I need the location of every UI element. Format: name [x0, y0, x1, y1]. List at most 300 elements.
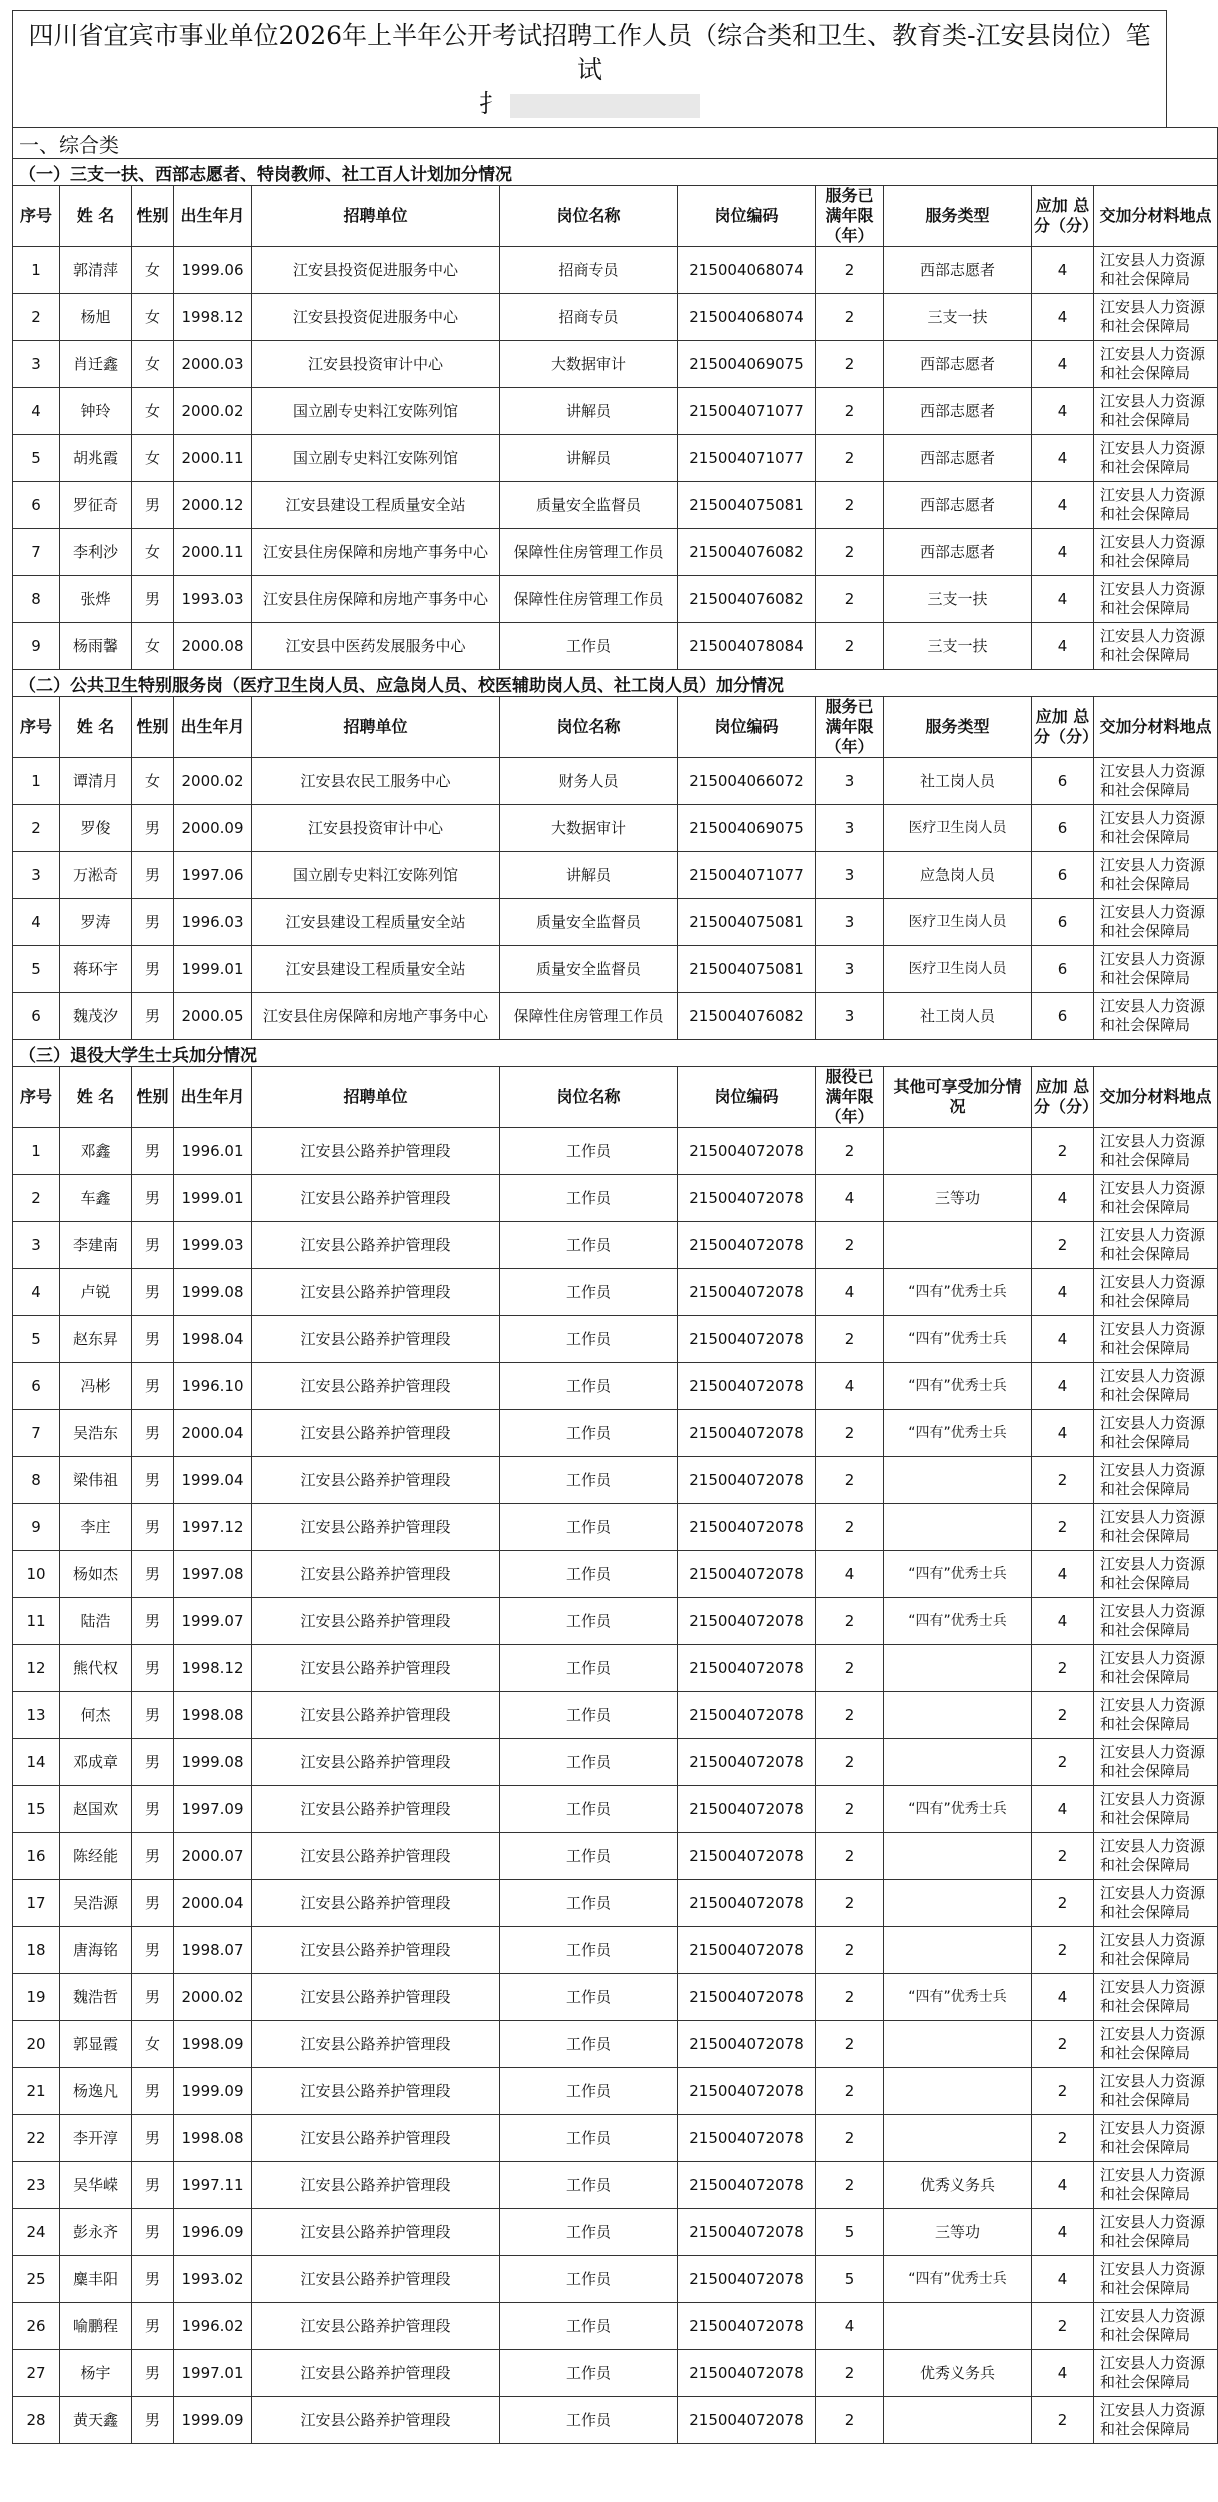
col-birth: 1999.08 — [174, 1269, 252, 1316]
col-gender: 男 — [132, 1175, 174, 1222]
table-row — [13, 946, 1218, 993]
col-material-place: 江安县人力资源和社会保障局 — [1094, 1551, 1218, 1598]
col-position-code: 215004072078 — [678, 2209, 816, 2256]
col-index: 9 — [13, 1504, 60, 1551]
col-position: 招商专员 — [500, 294, 678, 341]
col-points: 2 — [1032, 2303, 1094, 2350]
col-material-place: 江安县人力资源和社会保障局 — [1094, 899, 1218, 946]
col-years: 2 — [816, 576, 884, 623]
col-material-place: 江安县人力资源和社会保障局 — [1094, 1457, 1218, 1504]
col-gender: 男 — [132, 1222, 174, 1269]
col-service-type: 三等功 — [884, 2209, 1032, 2256]
col-position-code: 215004066072 — [678, 758, 816, 805]
col-name: 胡兆霞 — [60, 435, 132, 482]
col-position: 工作员 — [500, 1410, 678, 1457]
col-position-code: 215004072078 — [678, 1128, 816, 1175]
col-birth: 1993.03 — [174, 576, 252, 623]
col-points: 2 — [1032, 2115, 1094, 2162]
table-row — [13, 2021, 1218, 2068]
col-employer: 江安县公路养护管理段 — [252, 1927, 500, 1974]
col-points: 4 — [1032, 435, 1094, 482]
col-years: 2 — [816, 529, 884, 576]
header-col-position-code: 岗位编码 — [678, 186, 816, 247]
col-points: 6 — [1032, 852, 1094, 899]
col-position: 保障性住房管理工作员 — [500, 576, 678, 623]
col-index: 20 — [13, 2021, 60, 2068]
col-name: 魏茂汐 — [60, 993, 132, 1040]
col-name: 李庄 — [60, 1504, 132, 1551]
col-gender: 女 — [132, 529, 174, 576]
table-row — [13, 435, 1218, 482]
col-position: 质量安全监督员 — [500, 899, 678, 946]
section-title: （三）退役大学生士兵加分情况 — [13, 1040, 1218, 1067]
col-position: 工作员 — [500, 1739, 678, 1786]
table-row — [13, 1128, 1218, 1175]
col-index: 3 — [13, 1222, 60, 1269]
table-row — [13, 1222, 1218, 1269]
col-position-code: 215004072078 — [678, 1880, 816, 1927]
col-material-place: 江安县人力资源和社会保障局 — [1094, 2115, 1218, 2162]
col-points: 6 — [1032, 758, 1094, 805]
col-gender: 男 — [132, 2303, 174, 2350]
header-col-name: 姓 名 — [60, 1067, 132, 1128]
col-years: 2 — [816, 2068, 884, 2115]
col-position-code: 215004076082 — [678, 993, 816, 1040]
col-gender: 男 — [132, 2162, 174, 2209]
col-years: 3 — [816, 852, 884, 899]
col-employer: 江安县公路养护管理段 — [252, 2303, 500, 2350]
col-position: 质量安全监督员 — [500, 946, 678, 993]
col-position: 大数据审计 — [500, 341, 678, 388]
col-gender: 男 — [132, 1786, 174, 1833]
col-position: 讲解员 — [500, 435, 678, 482]
col-gender: 男 — [132, 2115, 174, 2162]
col-position-code: 215004072078 — [678, 1175, 816, 1222]
col-gender: 男 — [132, 2209, 174, 2256]
table-header-row — [13, 1067, 1218, 1128]
col-years: 2 — [816, 1927, 884, 1974]
col-service-type — [884, 1880, 1032, 1927]
col-points: 4 — [1032, 482, 1094, 529]
col-gender: 女 — [132, 388, 174, 435]
header-col-material-place: 交加分材料地点 — [1094, 1067, 1218, 1128]
col-service-type: 三支一扶 — [884, 576, 1032, 623]
col-points: 4 — [1032, 247, 1094, 294]
col-years: 3 — [816, 899, 884, 946]
col-position-code: 215004071077 — [678, 435, 816, 482]
col-index: 1 — [13, 1128, 60, 1175]
col-material-place: 江安县人力资源和社会保障局 — [1094, 1927, 1218, 1974]
col-gender: 男 — [132, 852, 174, 899]
col-position: 财务人员 — [500, 758, 678, 805]
col-birth: 1999.01 — [174, 1175, 252, 1222]
col-position: 工作员 — [500, 1880, 678, 1927]
col-name: 魏浩哲 — [60, 1974, 132, 2021]
col-service-type — [884, 1457, 1032, 1504]
col-index: 17 — [13, 1880, 60, 1927]
col-index: 21 — [13, 2068, 60, 2115]
col-position: 工作员 — [500, 1128, 678, 1175]
col-service-type — [884, 2068, 1032, 2115]
col-index: 6 — [13, 1363, 60, 1410]
col-years: 3 — [816, 946, 884, 993]
col-service-type: 西部志愿者 — [884, 247, 1032, 294]
col-gender: 男 — [132, 2068, 174, 2115]
col-employer: 江安县公路养护管理段 — [252, 2068, 500, 2115]
category-heading: 一、综合类 — [13, 128, 1218, 159]
redaction-mask — [510, 94, 700, 118]
col-position: 工作员 — [500, 2256, 678, 2303]
col-employer: 江安县公路养护管理段 — [252, 1974, 500, 2021]
col-position-code: 215004072078 — [678, 1410, 816, 1457]
col-years: 2 — [816, 1739, 884, 1786]
col-points: 2 — [1032, 1128, 1094, 1175]
col-gender: 女 — [132, 2021, 174, 2068]
table-row — [13, 1739, 1218, 1786]
col-name: 李利沙 — [60, 529, 132, 576]
col-points: 4 — [1032, 1551, 1094, 1598]
col-birth: 1997.12 — [174, 1504, 252, 1551]
col-years: 3 — [816, 805, 884, 852]
col-years: 2 — [816, 1457, 884, 1504]
col-points: 2 — [1032, 2397, 1094, 2444]
col-points: 6 — [1032, 993, 1094, 1040]
col-birth: 1998.09 — [174, 2021, 252, 2068]
col-service-type: 医疗卫生岗人员 — [884, 805, 1032, 852]
col-position-code: 215004072078 — [678, 1833, 816, 1880]
table-row — [13, 1833, 1218, 1880]
col-name: 郭显霞 — [60, 2021, 132, 2068]
col-years: 5 — [816, 2209, 884, 2256]
col-position: 工作员 — [500, 1504, 678, 1551]
col-birth: 1999.03 — [174, 1222, 252, 1269]
header-col-birth: 出生年月 — [174, 186, 252, 247]
col-gender: 男 — [132, 2350, 174, 2397]
header-col-name: 姓 名 — [60, 697, 132, 758]
section-title: （二）公共卫生特别服务岗（医疗卫生岗人员、应急岗人员、校医辅助岗人员、社工岗人员）加分情况 — [13, 670, 1218, 697]
header-col-service-type: 服务类型 — [884, 697, 1032, 758]
col-points: 4 — [1032, 1410, 1094, 1457]
col-service-type: “四有”优秀士兵 — [884, 1316, 1032, 1363]
col-position-code: 215004072078 — [678, 2021, 816, 2068]
col-material-place: 江安县人力资源和社会保障局 — [1094, 1645, 1218, 1692]
col-position: 工作员 — [500, 1363, 678, 1410]
col-birth: 1997.08 — [174, 1551, 252, 1598]
col-birth: 1999.06 — [174, 247, 252, 294]
table-row — [13, 1974, 1218, 2021]
col-employer: 江安县公路养护管理段 — [252, 2162, 500, 2209]
col-index: 5 — [13, 946, 60, 993]
table-row — [13, 576, 1218, 623]
col-gender: 男 — [132, 1880, 174, 1927]
col-employer: 国立剧专史料江安陈列馆 — [252, 388, 500, 435]
col-position: 工作员 — [500, 2162, 678, 2209]
col-name: 赵东昇 — [60, 1316, 132, 1363]
col-service-type — [884, 1692, 1032, 1739]
col-service-type: 西部志愿者 — [884, 435, 1032, 482]
col-points: 4 — [1032, 1974, 1094, 2021]
col-index: 14 — [13, 1739, 60, 1786]
col-service-type — [884, 1645, 1032, 1692]
col-gender: 男 — [132, 482, 174, 529]
col-employer: 江安县投资审计中心 — [252, 805, 500, 852]
col-years: 2 — [816, 1645, 884, 1692]
col-birth: 1996.01 — [174, 1128, 252, 1175]
col-years: 2 — [816, 2397, 884, 2444]
col-employer: 江安县公路养护管理段 — [252, 1410, 500, 1457]
col-service-type: “四有”优秀士兵 — [884, 1363, 1032, 1410]
col-position: 工作员 — [500, 1457, 678, 1504]
table-row — [13, 1551, 1218, 1598]
header-col-points: 应加 总分（分） — [1032, 1067, 1094, 1128]
col-position: 工作员 — [500, 1316, 678, 1363]
col-material-place: 江安县人力资源和社会保障局 — [1094, 1833, 1218, 1880]
col-birth: 1998.08 — [174, 1692, 252, 1739]
col-service-type — [884, 1833, 1032, 1880]
col-points: 2 — [1032, 2021, 1094, 2068]
col-gender: 男 — [132, 1269, 174, 1316]
table-row — [13, 1457, 1218, 1504]
col-points: 4 — [1032, 1316, 1094, 1363]
col-index: 4 — [13, 899, 60, 946]
col-position: 质量安全监督员 — [500, 482, 678, 529]
col-index: 8 — [13, 1457, 60, 1504]
col-position: 工作员 — [500, 2209, 678, 2256]
col-index: 22 — [13, 2115, 60, 2162]
col-index: 7 — [13, 529, 60, 576]
table-row — [13, 2068, 1218, 2115]
header-col-position: 岗位名称 — [500, 1067, 678, 1128]
col-birth: 1996.10 — [174, 1363, 252, 1410]
col-points: 4 — [1032, 341, 1094, 388]
col-position-code: 215004072078 — [678, 2115, 816, 2162]
col-name: 陆浩 — [60, 1598, 132, 1645]
col-position-code: 215004075081 — [678, 899, 816, 946]
col-service-type: 西部志愿者 — [884, 388, 1032, 435]
col-points: 4 — [1032, 388, 1094, 435]
col-name: 罗征奇 — [60, 482, 132, 529]
col-years: 5 — [816, 2256, 884, 2303]
table-row — [13, 1786, 1218, 1833]
header-col-name: 姓 名 — [60, 186, 132, 247]
col-gender: 男 — [132, 1410, 174, 1457]
col-birth: 2000.02 — [174, 758, 252, 805]
col-material-place: 江安县人力资源和社会保障局 — [1094, 1974, 1218, 2021]
col-position: 大数据审计 — [500, 805, 678, 852]
col-service-type: 西部志愿者 — [884, 341, 1032, 388]
col-material-place: 江安县人力资源和社会保障局 — [1094, 294, 1218, 341]
col-birth: 2000.08 — [174, 623, 252, 670]
col-index: 3 — [13, 852, 60, 899]
col-position: 工作员 — [500, 2115, 678, 2162]
col-index: 13 — [13, 1692, 60, 1739]
col-employer: 江安县公路养护管理段 — [252, 1833, 500, 1880]
col-gender: 男 — [132, 993, 174, 1040]
col-points: 4 — [1032, 1786, 1094, 1833]
table-row — [13, 247, 1218, 294]
col-position-code: 215004075081 — [678, 946, 816, 993]
col-gender: 男 — [132, 1504, 174, 1551]
col-years: 2 — [816, 482, 884, 529]
col-position: 工作员 — [500, 1598, 678, 1645]
table-row — [13, 529, 1218, 576]
table-row — [13, 1927, 1218, 1974]
col-position-code: 215004072078 — [678, 2256, 816, 2303]
col-gender: 男 — [132, 1833, 174, 1880]
col-position-code: 215004075081 — [678, 482, 816, 529]
col-employer: 江安县公路养护管理段 — [252, 1739, 500, 1786]
col-position-code: 215004076082 — [678, 576, 816, 623]
table-row — [13, 1504, 1218, 1551]
col-employer: 江安县公路养护管理段 — [252, 1363, 500, 1410]
col-birth: 2000.05 — [174, 993, 252, 1040]
col-years: 2 — [816, 1974, 884, 2021]
col-points: 4 — [1032, 529, 1094, 576]
col-index: 12 — [13, 1645, 60, 1692]
col-gender: 男 — [132, 2256, 174, 2303]
col-position: 讲解员 — [500, 852, 678, 899]
title-line-2: 扌 — [23, 87, 1156, 121]
col-position-code: 215004072078 — [678, 1504, 816, 1551]
col-material-place: 江安县人力资源和社会保障局 — [1094, 946, 1218, 993]
col-position-code: 215004068074 — [678, 294, 816, 341]
col-gender: 男 — [132, 1927, 174, 1974]
col-position-code: 215004072078 — [678, 2350, 816, 2397]
col-birth: 1999.09 — [174, 2397, 252, 2444]
col-years: 2 — [816, 1410, 884, 1457]
col-position: 工作员 — [500, 2068, 678, 2115]
col-index: 27 — [13, 2350, 60, 2397]
table-row — [13, 2397, 1218, 2444]
col-position: 工作员 — [500, 1786, 678, 1833]
col-employer: 江安县建设工程质量安全站 — [252, 899, 500, 946]
table-row — [13, 805, 1218, 852]
col-material-place: 江安县人力资源和社会保障局 — [1094, 852, 1218, 899]
col-index: 8 — [13, 576, 60, 623]
col-service-type: “四有”优秀士兵 — [884, 1786, 1032, 1833]
col-gender: 女 — [132, 623, 174, 670]
col-gender: 男 — [132, 1692, 174, 1739]
col-service-type: 西部志愿者 — [884, 529, 1032, 576]
table-row — [13, 758, 1218, 805]
col-years: 2 — [816, 435, 884, 482]
col-gender: 女 — [132, 247, 174, 294]
col-name: 麋丰阳 — [60, 2256, 132, 2303]
col-years: 3 — [816, 993, 884, 1040]
col-years: 3 — [816, 758, 884, 805]
col-years: 4 — [816, 1363, 884, 1410]
table-row — [13, 2350, 1218, 2397]
col-index: 1 — [13, 758, 60, 805]
col-position: 工作员 — [500, 2397, 678, 2444]
col-employer: 江安县中医药发展服务中心 — [252, 623, 500, 670]
col-points: 2 — [1032, 1645, 1094, 1692]
col-service-type: “四有”优秀士兵 — [884, 1410, 1032, 1457]
col-name: 熊代权 — [60, 1645, 132, 1692]
col-employer: 江安县公路养护管理段 — [252, 2350, 500, 2397]
col-material-place: 江安县人力资源和社会保障局 — [1094, 2068, 1218, 2115]
col-material-place: 江安县人力资源和社会保障局 — [1094, 529, 1218, 576]
col-index: 7 — [13, 1410, 60, 1457]
col-years: 2 — [816, 2350, 884, 2397]
col-birth: 1999.01 — [174, 946, 252, 993]
col-position-code: 215004078084 — [678, 623, 816, 670]
col-employer: 江安县公路养护管理段 — [252, 2021, 500, 2068]
col-name: 吴浩东 — [60, 1410, 132, 1457]
header-col-gender: 性别 — [132, 1067, 174, 1128]
col-position: 工作员 — [500, 1927, 678, 1974]
header-col-employer: 招聘单位 — [252, 697, 500, 758]
table-header-row — [13, 697, 1218, 758]
col-position: 工作员 — [500, 1269, 678, 1316]
col-material-place: 江安县人力资源和社会保障局 — [1094, 1786, 1218, 1833]
col-birth: 2000.04 — [174, 1410, 252, 1457]
col-gender: 男 — [132, 946, 174, 993]
col-service-type — [884, 1222, 1032, 1269]
header-col-gender: 性别 — [132, 186, 174, 247]
col-employer: 江安县住房保障和房地产事务中心 — [252, 993, 500, 1040]
col-position-code: 215004072078 — [678, 2162, 816, 2209]
col-material-place: 江安县人力资源和社会保障局 — [1094, 1504, 1218, 1551]
title-line-1: 四川省宜宾市事业单位2026年上半年公开考试招聘工作人员（综合类和卫生、教育类-江安县岗位）笔试 — [28, 21, 1151, 84]
col-years: 2 — [816, 1786, 884, 1833]
col-birth: 1998.07 — [174, 1927, 252, 1974]
col-position-code: 215004071077 — [678, 388, 816, 435]
col-material-place: 江安县人力资源和社会保障局 — [1094, 2303, 1218, 2350]
col-position: 保障性住房管理工作员 — [500, 529, 678, 576]
col-index: 26 — [13, 2303, 60, 2350]
table-row — [13, 2256, 1218, 2303]
col-years: 2 — [816, 1833, 884, 1880]
col-position: 工作员 — [500, 1833, 678, 1880]
col-index: 5 — [13, 1316, 60, 1363]
col-employer: 江安县公路养护管理段 — [252, 1692, 500, 1739]
col-name: 肖迁鑫 — [60, 341, 132, 388]
col-name: 李建南 — [60, 1222, 132, 1269]
col-birth: 1997.06 — [174, 852, 252, 899]
col-name: 何杰 — [60, 1692, 132, 1739]
col-service-type: 医疗卫生岗人员 — [884, 899, 1032, 946]
col-position-code: 215004072078 — [678, 2397, 816, 2444]
col-employer: 国立剧专史料江安陈列馆 — [252, 435, 500, 482]
table-row — [13, 852, 1218, 899]
col-employer: 江安县公路养护管理段 — [252, 2397, 500, 2444]
col-employer: 江安县公路养护管理段 — [252, 1175, 500, 1222]
col-points: 4 — [1032, 1363, 1094, 1410]
col-points: 2 — [1032, 1692, 1094, 1739]
col-birth: 1997.09 — [174, 1786, 252, 1833]
col-index: 3 — [13, 341, 60, 388]
col-name: 罗俊 — [60, 805, 132, 852]
col-index: 18 — [13, 1927, 60, 1974]
header-col-material-place: 交加分材料地点 — [1094, 186, 1218, 247]
header-col-service-type: 服务类型 — [884, 186, 1032, 247]
col-service-type: 三支一扶 — [884, 623, 1032, 670]
col-position-code: 215004072078 — [678, 2303, 816, 2350]
col-name: 杨逸凡 — [60, 2068, 132, 2115]
col-material-place: 江安县人力资源和社会保障局 — [1094, 993, 1218, 1040]
table-row — [13, 388, 1218, 435]
col-service-type: “四有”优秀士兵 — [884, 2256, 1032, 2303]
col-position: 工作员 — [500, 1551, 678, 1598]
col-service-type — [884, 1739, 1032, 1786]
col-index: 4 — [13, 1269, 60, 1316]
col-employer: 江安县住房保障和房地产事务中心 — [252, 529, 500, 576]
col-material-place: 江安县人力资源和社会保障局 — [1094, 2397, 1218, 2444]
col-name: 万淞奇 — [60, 852, 132, 899]
col-material-place: 江安县人力资源和社会保障局 — [1094, 341, 1218, 388]
col-points: 2 — [1032, 1457, 1094, 1504]
